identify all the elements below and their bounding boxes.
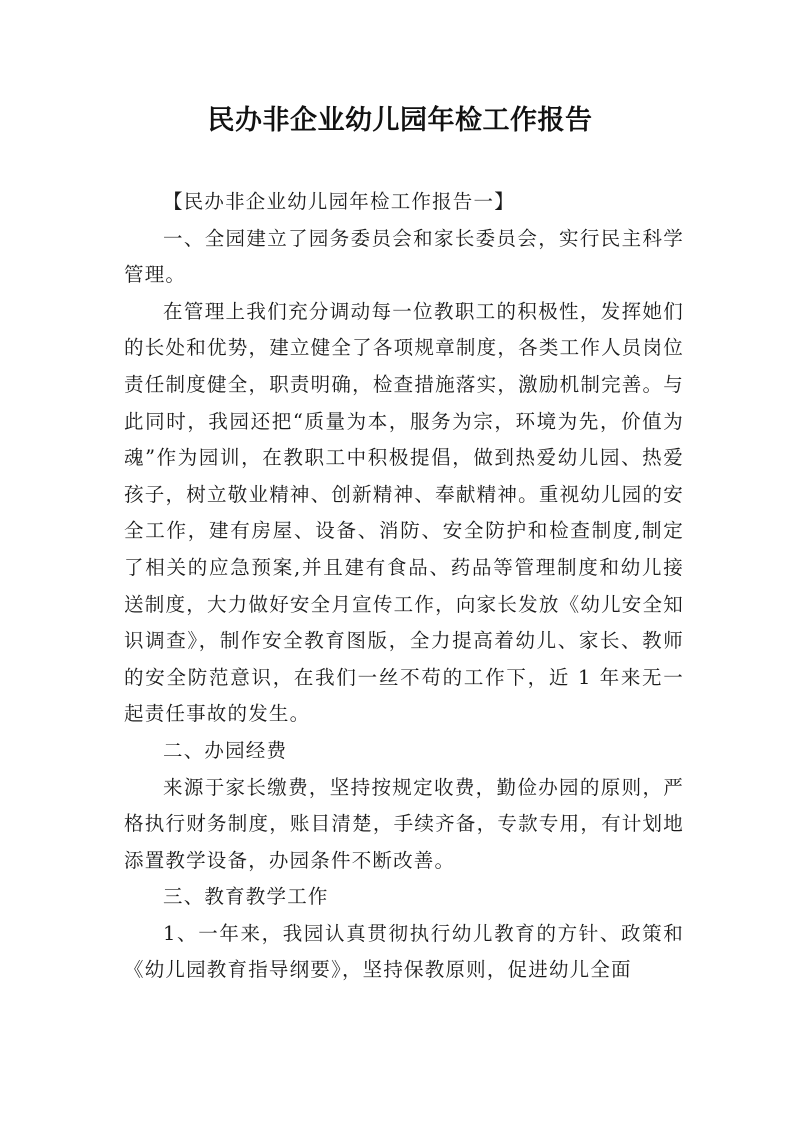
document-body	[124, 184, 684, 989]
paragraph: 三、教育教学工作	[163, 885, 329, 909]
paragraph: 一、全园建立了园务委员会和家长委员会，实行民主科学管理。	[124, 226, 684, 287]
paragraph: 来源于家长缴费，坚持按规定收费，勤俭办园的原则，严格执行财务制度，账目清楚，手续齐备，专款专用，有计划地添置教学设备，办园条件不断改善。	[124, 775, 684, 872]
paragraph: 1、一年来，我园认真贯彻执行幼儿教育的方针、政策和《幼儿园教育指导纲要》，坚持保教原则，促进幼儿全面	[124, 921, 684, 982]
paragraph: 在管理上我们充分调动每一位教职工的积极性，发挥她们的长处和优势，建立健全了各项规章制度，各类工作人员岗位责任制度健全，职责明确，检查措施落实，激励机制完善。与此同时，我园还把“质量为本，服务为宗，环境为先，价值为魂”作为园训，在教职工中积极提倡，做到热爱幼儿园、热爱孩子，树立敬业精神、创新精神、奉献精神。重视幼儿园的安全工作，建有房屋、设备、消防、安全防护和检查制度,制定了相关的应急预案,并且建有食品、药品等管理制度和幼儿接送制度，大力做好安全月宣传工作，向家长发放《幼儿安全知识调查》，制作安全教育图版，全力提高着幼儿、家长、教师的安全防范意识，在我们一丝不苟的工作下，近 1 年来无一起责任事故的发生。	[124, 299, 684, 726]
section-heading: 【民办非企业幼儿园年检工作报告一】	[163, 190, 515, 213]
document-title: 民办非企业幼儿园年检工作报告	[207, 105, 593, 136]
paragraph: 二、办园经费	[163, 738, 288, 762]
